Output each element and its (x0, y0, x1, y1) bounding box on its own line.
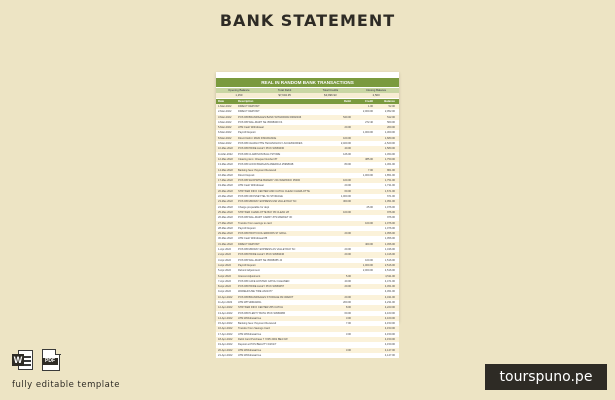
row-credit: 100.00 (365, 258, 373, 262)
row-balance: 976.00 (387, 216, 395, 220)
row-date: 20-Apr-2022 (218, 348, 233, 352)
row-date: 14-Mar-2022 (218, 168, 233, 172)
summary-value: $7,604.35 (278, 93, 291, 97)
row-description: POS DB CAFE HOSTED CATCH CLEANED (238, 279, 290, 283)
row-description: Refund Adjustment (238, 269, 260, 273)
row-date: 16-Mar-2022 (218, 173, 233, 177)
row-debit: 60.00 (344, 311, 351, 315)
row-balance: 1,300.00 (384, 131, 395, 135)
row-balance: 1,076.00 (384, 226, 395, 230)
row-credit: 2,000.00 (362, 110, 373, 114)
summary-label: Closing Balance (366, 88, 387, 92)
row-debit: 126.00 (343, 152, 351, 156)
row-balance: 1,361.00 (384, 163, 395, 167)
word-icon-label: W (13, 355, 23, 365)
row-balance: 1,436.00 (384, 248, 395, 252)
transactions-table (216, 104, 399, 358)
row-date: 8-Mar-2022 (218, 136, 232, 140)
row-description: POS DB WAL-MART SE 35938455 J4 (238, 258, 283, 262)
row-description: DIRECT DEPOSIT (238, 110, 260, 114)
format-icons (12, 349, 60, 371)
row-description: POS DB BRANDSALES BANK WITHDRAW 09692346 (238, 115, 302, 119)
row-balance: 2,516.00 (384, 263, 395, 267)
row-date: 3-Mar-2022 (218, 115, 232, 119)
row-credit: 1,000.00 (362, 173, 373, 177)
row-balance: 4,231.00 (384, 300, 395, 304)
row-date: 2-Mar-2022 (218, 110, 232, 114)
row-description: Transfer from Savings Card (238, 327, 270, 331)
row-date: 28-Mar-2022 (218, 226, 233, 230)
row-debit: 540.00 (343, 115, 351, 119)
row-balance: 976.00 (387, 210, 395, 214)
row-balance: 2,052.00 (384, 110, 395, 114)
row-balance: 1,056.00 (384, 232, 395, 236)
row-balance: 1,454.00 (384, 152, 395, 156)
statement-header: REAL IN RANDOM BANK TRANSACTIONS (216, 78, 399, 87)
row-date: 15-Apr-2022 (218, 322, 233, 326)
row-debit: 20.00 (344, 232, 351, 236)
row-debit: 300.00 (343, 200, 351, 204)
row-balance: 4,153.00 (384, 322, 395, 326)
row-balance: 4,147.00 (384, 353, 395, 357)
row-balance: 671.00 (387, 195, 395, 199)
row-credit (351, 353, 373, 358)
row-balance: 1,680.00 (384, 136, 395, 140)
row-date: 6-Mar-2022 (218, 131, 232, 135)
row-balance: 4,150.00 (384, 343, 395, 347)
row-debit: 20.00 (344, 184, 351, 188)
row-debit: 20.00 (344, 248, 351, 252)
statement-document (216, 72, 399, 357)
row-description: Payroll Deposit (238, 226, 256, 230)
row-description: WAREHOUSE TIRE 2A01377 (238, 290, 273, 294)
row-description: DIRECT DEPOSIT (238, 242, 260, 246)
row-date: 10-Apr-2022 (218, 295, 233, 299)
row-description: POS DB PRIDE ALLEY PICK 93969046 (238, 253, 285, 257)
row-credit: 400.00 (365, 242, 373, 246)
row-balance: 1,751.00 (384, 179, 395, 183)
row-description: Charge preparable for dept (238, 205, 270, 209)
row-debit: 40.00 (344, 147, 351, 151)
row-debit: 1,000.00 (340, 195, 351, 199)
row-date: 14-Apr-2022 (218, 316, 233, 320)
row-credit: 2,000.00 (362, 269, 373, 273)
row-date: 5-Mar-2022 (218, 126, 232, 130)
row-credit: 1,000.00 (362, 263, 373, 267)
row-description: ATM Cash Withdrawal 85 (238, 237, 268, 241)
row-balance: 4,511.00 (385, 274, 395, 278)
row-description: POS DB MIDWAY EXPRESS AS VALLEYDAY 6C (238, 248, 296, 252)
row-description: Banking fees: Payment Received (238, 322, 277, 326)
row-description: Deposit at POS BEAUTY 03/01/7 (238, 343, 277, 347)
row-debit: 100.00 (343, 179, 351, 183)
row-debit: 8.00 (345, 306, 351, 310)
row-date: 23-Mar-2022 (218, 200, 233, 204)
row-balance: 512.00 (387, 115, 395, 119)
row-balance: 1,580.00 (384, 147, 395, 151)
row-balance: 1,076.00 (384, 221, 395, 225)
row-balance: 1,456.00 (384, 242, 395, 246)
row-date: 4-Mar-2022 (218, 120, 232, 124)
row-date: 24-Mar-2022 (218, 205, 233, 209)
row-balance: 4,451.00 (384, 285, 395, 289)
pdf-document-icon (42, 349, 60, 371)
row-debit: 100.00 (343, 136, 351, 140)
row-balance: 4,451.00 (384, 290, 395, 294)
row-date: 8-Apr-2022 (218, 285, 231, 289)
row-description: POS DB PRIDE ALLEY PICK 93969057 (238, 285, 285, 289)
row-description: POS DB CROSSEYTEL 54 STORAGE (238, 195, 283, 199)
row-date: 26-Mar-2022 (218, 216, 233, 220)
row-balance: 861.00 (387, 168, 395, 172)
row-credit: 385.00 (365, 157, 373, 161)
row-balance: 4,431.00 (384, 295, 395, 299)
row-description: POS DB WAL-MART SE 35938400 F4 (238, 120, 283, 124)
row-description: POS DB PROTOCOL ERRORS 97 GRILL (238, 232, 287, 236)
row-description: POS DB SHOPWISE BAKERY 201 WARWICK 35000 (238, 179, 301, 183)
row-balance: 4,153.00 (384, 327, 395, 331)
row-description: STRYKER INFO CENTER AND CATCH CLEAN CHARLOTTE (238, 189, 310, 193)
row-credit: 25.00 (366, 205, 373, 209)
column-header-date: Date (218, 99, 225, 103)
row-debit: 3.00 (345, 332, 351, 336)
row-description: POS DB PLENTY BATH PICK 93969086 (238, 311, 286, 315)
row-date: 19-Apr-2022 (218, 343, 233, 347)
row-description: POS DB CLARKSON BALLYSTORE (238, 152, 281, 156)
row-date: 5-Apr-2022 (218, 269, 231, 273)
row-balance: 260.00 (387, 126, 395, 130)
row-date: 18-Apr-2022 (218, 338, 233, 342)
row-date: 7-Apr-2022 (218, 279, 231, 283)
row-balance: 52.00 (388, 105, 395, 108)
column-header-debit: Debit (344, 99, 351, 103)
row-description: ATM Withdrawal fee (238, 316, 262, 320)
brand-badge: tourspuno.pe (485, 364, 607, 390)
row-date: 11-Mar-2022 (218, 152, 233, 156)
row-description: POS DB BRANDSALES STORAGE 99 CREDIT (238, 295, 294, 299)
page-title: BANK STATEMENT (219, 11, 396, 30)
row-date: 12-Apr-2022 (218, 306, 233, 310)
row-date: 1-Apr-2022 (218, 248, 231, 252)
row-debit: 80.00 (344, 163, 351, 167)
row-balance: 4,147.00 (384, 348, 395, 352)
row-description: Clearing item: Cheque Number 87 (238, 157, 278, 161)
row-date: 11-Apr-2022 (218, 300, 233, 304)
row-balance: 4,163.00 (384, 311, 395, 315)
row-balance: 1,731.00 (384, 184, 395, 188)
pdf-icon-label: PDF (42, 358, 58, 365)
row-description: ATM Withdrawal fee (238, 348, 262, 352)
row-debit: 2,400.00 (340, 142, 351, 146)
row-debit: 40.00 (344, 279, 351, 283)
row-debit: 200.00 (343, 300, 351, 304)
column-header-description: Description (238, 99, 254, 103)
summary-value: 2,500 (372, 93, 380, 97)
row-balance: -1,520.00 (384, 142, 395, 146)
row-description: Direct Deposit (238, 173, 255, 177)
row-date: 17-Mar-2022 (218, 179, 233, 183)
row-balance: 4,516.00 (384, 269, 395, 273)
row-date: 30-Mar-2022 (218, 237, 233, 241)
row-date: 20-Mar-2022 (218, 189, 233, 193)
row-debit: 60.00 (344, 189, 351, 193)
summary-values (216, 93, 399, 98)
row-debit: 20.00 (344, 253, 351, 257)
template-caption: fully editable template (12, 380, 120, 390)
row-debit (329, 353, 351, 358)
row-description: POS DB CHARLOTTE TECHNOLOGY ACCESSORIES (238, 142, 303, 146)
row-credit: 100.00 (365, 221, 373, 225)
summary-value: $3,996.93 (324, 93, 337, 97)
row-debit: 20.00 (344, 285, 351, 289)
row-date: 22-Mar-2022 (218, 195, 233, 199)
row-date: 29-Mar-2022 (218, 232, 233, 236)
row-date: 2-Apr-2022 (218, 253, 231, 257)
row-description: POS DB GOOD BARGAIN AMERICA 25968048 (238, 163, 294, 167)
row-debit: 20.00 (344, 126, 351, 130)
row-debit: 3.00 (345, 348, 351, 352)
row-date: 1-Mar-2022 (218, 105, 232, 108)
row-description: ATM Cash Withdrawal (238, 184, 264, 188)
row-description: DIRECT DEPOSIT (238, 105, 260, 108)
row-date: 17-Apr-2022 (218, 332, 233, 336)
row-date: 13-Apr-2022 (218, 311, 233, 315)
row-description: Payroll Deposit (238, 263, 256, 267)
row-date: 31-Mar-2022 (218, 242, 233, 246)
row-credit: 1,000.00 (362, 131, 373, 135)
row-balance: 4,223.00 (384, 306, 395, 310)
row-debit: 3.00 (345, 316, 351, 320)
row-description: STRYKER CHARLOTTE BAY 95 CLEAN 28 (238, 210, 289, 214)
row-description: ATM Withdrawal fee (238, 353, 262, 357)
row-balance: 4,150.00 (384, 332, 395, 336)
row-debit: 20.00 (344, 295, 351, 299)
row-debit: 7.00 (345, 322, 351, 326)
word-document-icon (12, 349, 34, 371)
row-date: 4-Apr-2022 (218, 263, 231, 267)
row-date: 13-Mar-2022 (218, 163, 233, 167)
row-balance: 1,076.00 (384, 205, 395, 209)
row-description: Payroll Deposit (238, 131, 256, 135)
row-date: 6-Apr-2022 (218, 274, 231, 278)
table-row (216, 353, 399, 358)
summary-value: 1,150 (235, 93, 243, 97)
row-description: ATM Cash Withdrawal (238, 126, 264, 130)
row-balance: 4,150.00 (384, 338, 395, 342)
row-description: POS DB WAL-MART CARRY #79 MARKET 3F (238, 216, 293, 220)
row-date: 25-Mar-2022 (218, 210, 233, 214)
row-debit: 100.00 (343, 210, 351, 214)
row-date: 3-Apr-2022 (218, 258, 231, 262)
summary-label: Total Debit (278, 88, 292, 92)
row-balance: 1,750.00 (384, 157, 395, 161)
row-description: Transfer from savings to card (238, 221, 272, 225)
summary-label: Total Credits (322, 88, 339, 92)
column-header-credit: Credit (364, 99, 373, 103)
row-date: 12-Mar-2022 (218, 157, 233, 161)
row-credit: 272.40 (365, 120, 373, 124)
row-balance: 1,671.00 (384, 189, 395, 193)
row-balance: 1,416.00 (384, 253, 395, 257)
row-date: 27-Mar-2022 (218, 221, 233, 225)
row-date: 9-Mar-2022 (218, 142, 232, 146)
column-header-balance: Balance (384, 99, 395, 103)
row-description: Interest Adjustment (238, 274, 261, 278)
row-balance: 1,051.00 (384, 200, 395, 204)
row-description: POS DB MIDWAY EXPRESS MIA VALLEYDAY 6C (238, 200, 297, 204)
row-credit: 1.00 (367, 105, 373, 108)
row-date: 9-Apr-2022 (218, 290, 231, 294)
row-description: STRYKER INFO CENTER 255 CATCH (238, 306, 284, 310)
row-date: 10-Mar-2022 (218, 147, 233, 151)
row-description: Direct Debit / MAIN INSURANCE (238, 136, 277, 140)
row-credit: 7.00 (367, 168, 373, 172)
row-balance: 1,056.00 (384, 237, 395, 241)
row-description: Banking fees: Payment Received (238, 168, 277, 172)
row-balance: 4,471.00 (384, 279, 395, 283)
row-date: 21-Apr-2022 (218, 353, 233, 357)
row-description: ATM Withdrawal fee (238, 332, 262, 336)
row-balance: 4,160.00 (384, 316, 395, 320)
row-description: POS DB PRIDE ALLEY PICK 93969030 (238, 147, 285, 151)
row-balance: 1,851.00 (384, 173, 395, 177)
row-balance: 560.00 (387, 120, 395, 124)
row-description: Debit Card Purchase 7 7235 2001 BE4 FW (238, 338, 288, 342)
row-balance: 1,516.00 (384, 258, 395, 262)
row-date: 16-Apr-2022 (218, 327, 233, 331)
row-date: 19-Mar-2022 (218, 184, 233, 188)
row-description: ATM WITHDRAWAL (238, 300, 262, 304)
summary-label: Opening Balance (228, 88, 250, 92)
row-debit: 5.00 (345, 274, 351, 278)
